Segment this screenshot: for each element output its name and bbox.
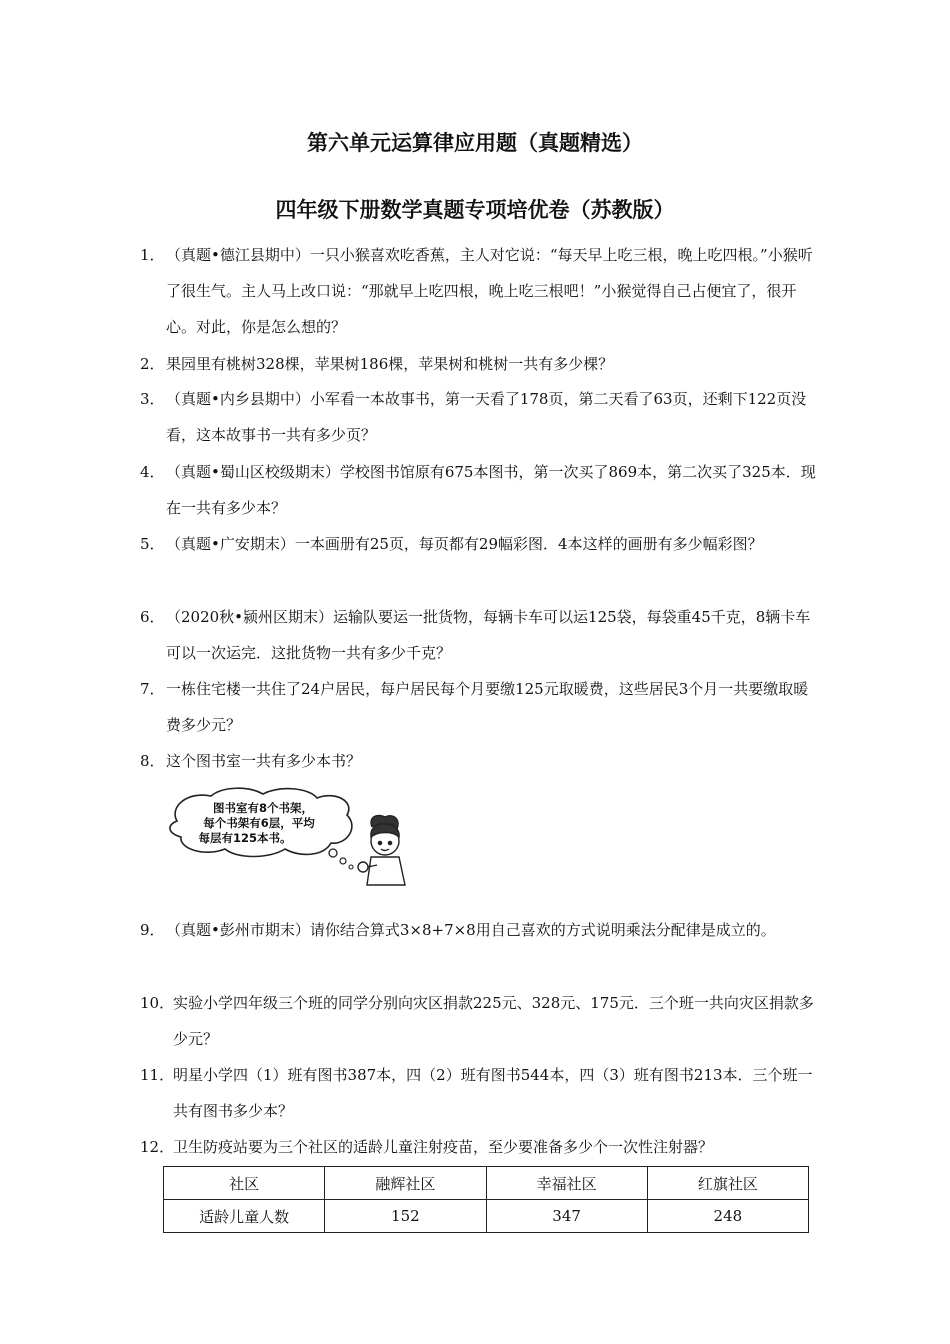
table-cell: 248 — [647, 1200, 808, 1233]
table-cell: 152 — [325, 1200, 486, 1233]
question-2 — [140, 346, 820, 382]
table-cell: 幸福社区 — [486, 1167, 647, 1200]
question-number: 3． — [140, 390, 165, 408]
question-number: 1． — [140, 246, 165, 264]
question-text: 果园里有桃树328棵，苹果树186棵，苹果树和桃树一共有多少棵？ — [166, 355, 614, 373]
question-number: 9． — [140, 921, 165, 939]
table-cell: 红旗社区 — [647, 1167, 808, 1200]
bubble-line-1: 图书室有8个书架， — [212, 801, 314, 815]
question-number: 8． — [140, 752, 165, 770]
vaccine-table — [163, 1166, 809, 1233]
question-number: 4． — [140, 463, 165, 481]
question-text: 一栋住宅楼一共住了24户居民，每户居民每个月要缴125元取暖费，这些居民3个月一共要缴取暖费多少元？ — [166, 680, 809, 734]
table-cell: 347 — [486, 1200, 647, 1233]
question-1 — [140, 237, 820, 345]
question-text: 卫生防疫站要为三个社区的适龄儿童注射疫苗，至少要准备多少个一次性注射器？ — [173, 1138, 714, 1156]
question-number: 2． — [140, 355, 165, 373]
question-text: 明星小学四（1）班有图书387本，四（2）班有图书544本，四（3）班有图书213本．三个班一共有图书多少本？ — [173, 1066, 813, 1120]
question-number: 12． — [140, 1138, 175, 1156]
speech-bubble-illustration — [165, 787, 415, 887]
question-number: 10． — [140, 994, 175, 1012]
question-number: 5． — [140, 535, 165, 553]
question-5 — [140, 526, 820, 562]
bubble-line-3: 每层有125本书。 — [198, 831, 292, 845]
question-number: 6． — [140, 608, 165, 626]
question-number: 11． — [140, 1066, 175, 1084]
question-9 — [140, 912, 820, 948]
table-row — [164, 1200, 809, 1233]
table-cell: 融辉社区 — [325, 1167, 486, 1200]
girl-icon — [358, 815, 405, 885]
question-6 — [140, 599, 820, 671]
question-number: 7． — [140, 680, 165, 698]
question-12 — [140, 1129, 820, 1165]
question-text: 这个图书室一共有多少本书？ — [166, 752, 362, 770]
question-text: （真题•内乡县期中）小军看一本故事书，第一天看了178页，第二天看了63页，还剩下122页没看，这本故事书一共有多少页？ — [166, 390, 807, 444]
table-cell: 社区 — [164, 1167, 325, 1200]
question-text: （2020秋•颍州区期末）运输队要运一批货物，每辆卡车可以运125袋，每袋重45千克，8辆卡车可以一次运完．这批货物一共有多少千克？ — [166, 608, 811, 662]
table-cell: 适龄儿童人数 — [164, 1200, 325, 1233]
question-text: 实验小学四年级三个班的同学分别向灾区捐款225元、328元、175元．三个班一共向灾区捐款多少元？ — [173, 994, 814, 1048]
question-7 — [140, 671, 820, 743]
question-text: （真题•德江县期中）一只小猴喜欢吃香蕉，主人对它说：“每天早上吃三根，晚上吃四根。”小猴听了很生气。主人马上改口说：“那就早上吃四根，晚上吃三根吧！”小猴觉得自己占便宜了，很开心。对此，你是怎么想的？ — [166, 246, 813, 336]
question-11 — [140, 1057, 820, 1129]
table-header-row — [164, 1167, 809, 1200]
question-text: （真题•蜀山区校级期末）学校图书馆原有675本图书，第一次买了869本，第二次买了325本．现在一共有多少本？ — [166, 463, 816, 517]
question-8 — [140, 743, 820, 779]
question-10 — [140, 985, 820, 1057]
question-text: （真题•彭州市期末）请你结合算式3×8+7×8用自己喜欢的方式说明乘法分配律是成立的。 — [166, 921, 776, 939]
question-4 — [140, 454, 820, 526]
title-unit: 第六单元运算律应用题（真题精选） — [307, 131, 643, 155]
title-grade: 四年级下册数学真题专项培优卷（苏教版） — [275, 198, 675, 222]
bubble-line-2: 每个书架有6层，平均 — [203, 816, 315, 830]
question-text: （真题•广安期末）一本画册有25页，每页都有29幅彩图．4本这样的画册有多少幅彩图？ — [166, 535, 763, 553]
question-3 — [140, 381, 820, 453]
